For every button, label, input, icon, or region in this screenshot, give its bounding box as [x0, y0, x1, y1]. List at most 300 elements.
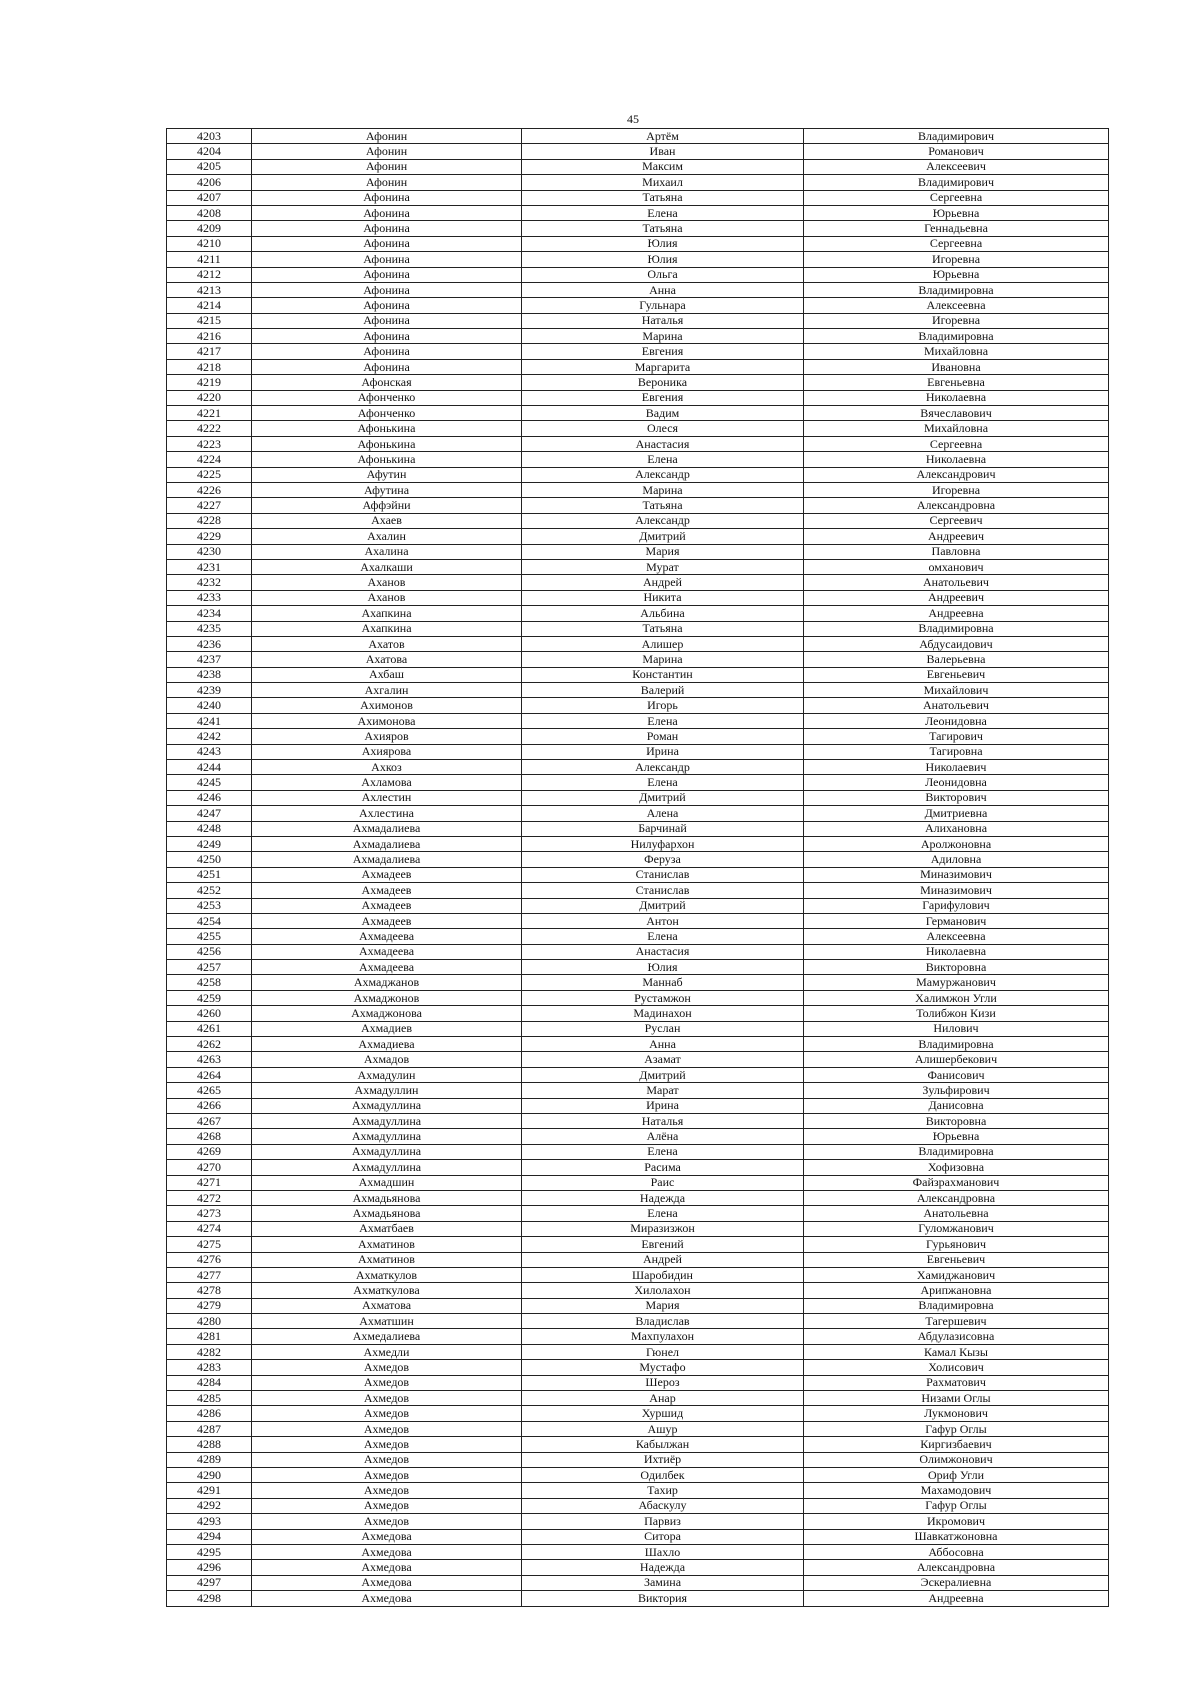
surname-cell: Афонина — [252, 313, 522, 328]
table-row — [167, 1221, 1109, 1236]
patronymic-cell: Икромович — [804, 1514, 1109, 1529]
table-row — [167, 1298, 1109, 1313]
surname-cell: Ахмедов — [252, 1467, 522, 1482]
surname-cell: Ахмадьянова — [252, 1190, 522, 1205]
row-number-cell: 4224 — [167, 452, 252, 467]
table-row — [167, 1467, 1109, 1482]
table-row — [167, 390, 1109, 405]
surname-cell: Афонина — [252, 267, 522, 282]
first-name-cell: Елена — [522, 452, 804, 467]
first-name-cell: Алена — [522, 806, 804, 821]
surname-cell: Ахмадеева — [252, 960, 522, 975]
first-name-cell: Вероника — [522, 375, 804, 390]
table-row — [167, 1252, 1109, 1267]
patronymic-cell: Юрьевна — [804, 267, 1109, 282]
first-name-cell: Маннаб — [522, 975, 804, 990]
patronymic-cell: Алексеевна — [804, 298, 1109, 313]
row-number-cell: 4285 — [167, 1391, 252, 1406]
row-number-cell: 4204 — [167, 144, 252, 159]
patronymic-cell: Шавкатжоновна — [804, 1529, 1109, 1544]
row-number-cell: 4298 — [167, 1591, 252, 1606]
surname-cell: Афонина — [252, 282, 522, 297]
surname-cell: Ахмадеева — [252, 944, 522, 959]
patronymic-cell: Гарифулович — [804, 898, 1109, 913]
table-row — [167, 544, 1109, 559]
patronymic-cell: Зульфирович — [804, 1083, 1109, 1098]
table-row — [167, 1560, 1109, 1575]
table-row — [167, 359, 1109, 374]
patronymic-cell: Рахматович — [804, 1375, 1109, 1390]
first-name-cell: Евгения — [522, 344, 804, 359]
first-name-cell: Шероз — [522, 1375, 804, 1390]
table-row — [167, 775, 1109, 790]
table-row — [167, 1498, 1109, 1513]
patronymic-cell: Александрович — [804, 467, 1109, 482]
surname-cell: Ахмадалиева — [252, 821, 522, 836]
patronymic-cell: Михайловна — [804, 344, 1109, 359]
row-number-cell: 4272 — [167, 1190, 252, 1205]
patronymic-cell: Аролжоновна — [804, 836, 1109, 851]
surname-cell: Афонина — [252, 329, 522, 344]
row-number-cell: 4250 — [167, 852, 252, 867]
first-name-cell: Юлия — [522, 252, 804, 267]
patronymic-cell: Гафур Оглы — [804, 1498, 1109, 1513]
row-number-cell: 4267 — [167, 1114, 252, 1129]
row-number-cell: 4211 — [167, 252, 252, 267]
first-name-cell: Наталья — [522, 1114, 804, 1129]
surname-cell: Ахмадуллина — [252, 1129, 522, 1144]
row-number-cell: 4257 — [167, 960, 252, 975]
surname-cell: Ахмедов — [252, 1391, 522, 1406]
patronymic-cell: Владимирович — [804, 129, 1109, 144]
patronymic-cell: Ивановна — [804, 359, 1109, 374]
first-name-cell: Дмитрий — [522, 790, 804, 805]
surname-cell: Афутина — [252, 482, 522, 497]
row-number-cell: 4275 — [167, 1237, 252, 1252]
row-number-cell: 4254 — [167, 913, 252, 928]
surname-cell: Афонин — [252, 175, 522, 190]
surname-cell: Ахмедов — [252, 1437, 522, 1452]
row-number-cell: 4269 — [167, 1144, 252, 1159]
patronymic-cell: Юрьевна — [804, 205, 1109, 220]
table-row — [167, 282, 1109, 297]
patronymic-cell: Владимировна — [804, 621, 1109, 636]
surname-cell: Ахалин — [252, 529, 522, 544]
surname-cell: Ахлестина — [252, 806, 522, 821]
first-name-cell: Рустамжон — [522, 990, 804, 1005]
table-row — [167, 1021, 1109, 1036]
registry-table — [166, 128, 1109, 1607]
row-number-cell: 4226 — [167, 482, 252, 497]
row-number-cell: 4276 — [167, 1252, 252, 1267]
row-number-cell: 4253 — [167, 898, 252, 913]
patronymic-cell: Миназимович — [804, 867, 1109, 882]
first-name-cell: Владислав — [522, 1314, 804, 1329]
table-row — [167, 636, 1109, 651]
first-name-cell: Наталья — [522, 313, 804, 328]
surname-cell: Ахимонов — [252, 698, 522, 713]
row-number-cell: 4284 — [167, 1375, 252, 1390]
first-name-cell: Дмитрий — [522, 1067, 804, 1082]
row-number-cell: 4256 — [167, 944, 252, 959]
row-number-cell: 4229 — [167, 529, 252, 544]
row-number-cell: 4280 — [167, 1314, 252, 1329]
row-number-cell: 4286 — [167, 1406, 252, 1421]
patronymic-cell: Нилович — [804, 1021, 1109, 1036]
table-row — [167, 1360, 1109, 1375]
row-number-cell: 4232 — [167, 575, 252, 590]
first-name-cell: Ирина — [522, 744, 804, 759]
table-row — [167, 852, 1109, 867]
surname-cell: Афонина — [252, 236, 522, 251]
table-row — [167, 836, 1109, 851]
first-name-cell: Елена — [522, 775, 804, 790]
row-number-cell: 4259 — [167, 990, 252, 1005]
patronymic-cell: Владимировна — [804, 1298, 1109, 1313]
table-row — [167, 513, 1109, 528]
table-row — [167, 421, 1109, 436]
patronymic-cell: Дмитриевна — [804, 806, 1109, 821]
patronymic-cell: Сергеевна — [804, 190, 1109, 205]
first-name-cell: Анастасия — [522, 944, 804, 959]
table-row — [167, 1421, 1109, 1436]
table-row — [167, 1529, 1109, 1544]
first-name-cell: Гульнара — [522, 298, 804, 313]
surname-cell: Ахалина — [252, 544, 522, 559]
table-row — [167, 1175, 1109, 1190]
first-name-cell: Мадинахон — [522, 1006, 804, 1021]
surname-cell: Ахмаджонов — [252, 990, 522, 1005]
patronymic-cell: Халимжон Угли — [804, 990, 1109, 1005]
first-name-cell: Надежда — [522, 1560, 804, 1575]
row-number-cell: 4235 — [167, 621, 252, 636]
table-row — [167, 559, 1109, 574]
row-number-cell: 4265 — [167, 1083, 252, 1098]
first-name-cell: Александр — [522, 513, 804, 528]
row-number-cell: 4203 — [167, 129, 252, 144]
first-name-cell: Феруза — [522, 852, 804, 867]
first-name-cell: Гюнел — [522, 1344, 804, 1359]
surname-cell: Ахатова — [252, 652, 522, 667]
table-row — [167, 806, 1109, 821]
surname-cell: Ахмадеев — [252, 883, 522, 898]
patronymic-cell: Евгеньевич — [804, 667, 1109, 682]
surname-cell: Ахмедов — [252, 1406, 522, 1421]
table-row — [167, 744, 1109, 759]
surname-cell: Ахматова — [252, 1298, 522, 1313]
patronymic-cell: Олимжонович — [804, 1452, 1109, 1467]
row-number-cell: 4290 — [167, 1467, 252, 1482]
surname-cell: Аханов — [252, 575, 522, 590]
surname-cell: Ахмедли — [252, 1344, 522, 1359]
surname-cell: Ахапкина — [252, 621, 522, 636]
patronymic-cell: Миназимович — [804, 883, 1109, 898]
patronymic-cell: Александровна — [804, 1560, 1109, 1575]
surname-cell: Афонина — [252, 190, 522, 205]
patronymic-cell: Алексеевна — [804, 929, 1109, 944]
first-name-cell: Марина — [522, 329, 804, 344]
first-name-cell: Надежда — [522, 1190, 804, 1205]
patronymic-cell: Викторовна — [804, 1114, 1109, 1129]
first-name-cell: Руслан — [522, 1021, 804, 1036]
first-name-cell: Альбина — [522, 606, 804, 621]
table-row — [167, 1406, 1109, 1421]
first-name-cell: Марина — [522, 482, 804, 497]
patronymic-cell: Хофизовна — [804, 1160, 1109, 1175]
table-row — [167, 1575, 1109, 1590]
patronymic-cell: Владимировна — [804, 1144, 1109, 1159]
surname-cell: Ахмедова — [252, 1544, 522, 1559]
row-number-cell: 4294 — [167, 1529, 252, 1544]
row-number-cell: 4260 — [167, 1006, 252, 1021]
surname-cell: Ахматинов — [252, 1237, 522, 1252]
patronymic-cell: Леонидовна — [804, 775, 1109, 790]
first-name-cell: Валерий — [522, 683, 804, 698]
table-row — [167, 467, 1109, 482]
page-number: 45 — [627, 112, 639, 126]
row-number-cell: 4261 — [167, 1021, 252, 1036]
surname-cell: Ахмедов — [252, 1452, 522, 1467]
surname-cell: Ахмадалиева — [252, 852, 522, 867]
surname-cell: Ахмадеев — [252, 913, 522, 928]
patronymic-cell: Михайлович — [804, 683, 1109, 698]
table-row — [167, 1190, 1109, 1205]
row-number-cell: 4295 — [167, 1544, 252, 1559]
patronymic-cell: Гафур Оглы — [804, 1421, 1109, 1436]
first-name-cell: Хуршид — [522, 1406, 804, 1421]
surname-cell: Ахаев — [252, 513, 522, 528]
first-name-cell: Константин — [522, 667, 804, 682]
surname-cell: Афутин — [252, 467, 522, 482]
row-number-cell: 4292 — [167, 1498, 252, 1513]
table-row — [167, 944, 1109, 959]
surname-cell: Ахмадов — [252, 1052, 522, 1067]
first-name-cell: Олеся — [522, 421, 804, 436]
table-row — [167, 375, 1109, 390]
surname-cell: Ахмаджонова — [252, 1006, 522, 1021]
patronymic-cell: Владимировна — [804, 329, 1109, 344]
first-name-cell: Анар — [522, 1391, 804, 1406]
row-number-cell: 4228 — [167, 513, 252, 528]
row-number-cell: 4206 — [167, 175, 252, 190]
first-name-cell: Никита — [522, 590, 804, 605]
table-row — [167, 1329, 1109, 1344]
table-row — [167, 1098, 1109, 1113]
patronymic-cell: Данисовна — [804, 1098, 1109, 1113]
first-name-cell: Алишер — [522, 636, 804, 651]
patronymic-cell: Аббосовна — [804, 1544, 1109, 1559]
row-number-cell: 4244 — [167, 760, 252, 775]
row-number-cell: 4258 — [167, 975, 252, 990]
first-name-cell: Игорь — [522, 698, 804, 713]
first-name-cell: Михаил — [522, 175, 804, 190]
surname-cell: Ахмадиева — [252, 1037, 522, 1052]
patronymic-cell: Евгеньевич — [804, 1252, 1109, 1267]
surname-cell: Ахмадьянова — [252, 1206, 522, 1221]
table-row — [167, 1544, 1109, 1559]
first-name-cell: Шахло — [522, 1544, 804, 1559]
first-name-cell: Станислав — [522, 867, 804, 882]
first-name-cell: Ирина — [522, 1098, 804, 1113]
surname-cell: Ахматкулов — [252, 1267, 522, 1282]
row-number-cell: 4231 — [167, 559, 252, 574]
patronymic-cell: Файзрахманович — [804, 1175, 1109, 1190]
patronymic-cell: Александровна — [804, 498, 1109, 513]
first-name-cell: Ситора — [522, 1529, 804, 1544]
surname-cell: Афонина — [252, 359, 522, 374]
row-number-cell: 4245 — [167, 775, 252, 790]
patronymic-cell: Андреевич — [804, 529, 1109, 544]
first-name-cell: Марат — [522, 1083, 804, 1098]
table-row — [167, 790, 1109, 805]
table-row — [167, 1037, 1109, 1052]
table-row — [167, 652, 1109, 667]
patronymic-cell: Эскералиевна — [804, 1575, 1109, 1590]
surname-cell: Афонькина — [252, 421, 522, 436]
row-number-cell: 4221 — [167, 406, 252, 421]
surname-cell: Аханов — [252, 590, 522, 605]
row-number-cell: 4282 — [167, 1344, 252, 1359]
patronymic-cell: Андреевна — [804, 606, 1109, 621]
surname-cell: Ахматбаев — [252, 1221, 522, 1236]
row-number-cell: 4297 — [167, 1575, 252, 1590]
patronymic-cell: Ориф Угли — [804, 1467, 1109, 1482]
surname-cell: Афонина — [252, 205, 522, 220]
first-name-cell: Алёна — [522, 1129, 804, 1144]
first-name-cell: Станислав — [522, 883, 804, 898]
first-name-cell: Дмитрий — [522, 529, 804, 544]
table-row — [167, 1514, 1109, 1529]
row-number-cell: 4277 — [167, 1267, 252, 1282]
row-number-cell: 4296 — [167, 1560, 252, 1575]
patronymic-cell: Алихановна — [804, 821, 1109, 836]
table-row — [167, 1083, 1109, 1098]
patronymic-cell: Тагирович — [804, 729, 1109, 744]
first-name-cell: Вадим — [522, 406, 804, 421]
surname-cell: Ахмедалиева — [252, 1329, 522, 1344]
table-row — [167, 898, 1109, 913]
patronymic-cell: Алексеевич — [804, 159, 1109, 174]
row-number-cell: 4215 — [167, 313, 252, 328]
row-number-cell: 4279 — [167, 1298, 252, 1313]
first-name-cell: Анна — [522, 1037, 804, 1052]
patronymic-cell: Михайловна — [804, 421, 1109, 436]
first-name-cell: Елена — [522, 929, 804, 944]
table-row — [167, 205, 1109, 220]
row-number-cell: 4247 — [167, 806, 252, 821]
row-number-cell: 4218 — [167, 359, 252, 374]
table-row — [167, 729, 1109, 744]
patronymic-cell: Мамуржанович — [804, 975, 1109, 990]
surname-cell: Ахмедова — [252, 1529, 522, 1544]
row-number-cell: 4249 — [167, 836, 252, 851]
row-number-cell: 4293 — [167, 1514, 252, 1529]
patronymic-cell: Александровна — [804, 1190, 1109, 1205]
patronymic-cell: Лукмонович — [804, 1406, 1109, 1421]
table-row — [167, 1237, 1109, 1252]
first-name-cell: Марина — [522, 652, 804, 667]
row-number-cell: 4273 — [167, 1206, 252, 1221]
patronymic-cell: Викторовна — [804, 960, 1109, 975]
table-row — [167, 406, 1109, 421]
first-name-cell: Расима — [522, 1160, 804, 1175]
patronymic-cell: Николаевна — [804, 452, 1109, 467]
first-name-cell: Раис — [522, 1175, 804, 1190]
row-number-cell: 4238 — [167, 667, 252, 682]
row-number-cell: 4233 — [167, 590, 252, 605]
patronymic-cell: Тагировна — [804, 744, 1109, 759]
patronymic-cell: Гуломжанович — [804, 1221, 1109, 1236]
first-name-cell: Максим — [522, 159, 804, 174]
first-name-cell: Хилолахон — [522, 1283, 804, 1298]
first-name-cell: Юлия — [522, 236, 804, 251]
patronymic-cell: Сергеевич — [804, 513, 1109, 528]
patronymic-cell: Махамодович — [804, 1483, 1109, 1498]
first-name-cell: Азамат — [522, 1052, 804, 1067]
table-row — [167, 529, 1109, 544]
row-number-cell: 4291 — [167, 1483, 252, 1498]
surname-cell: Афонская — [252, 375, 522, 390]
patronymic-cell: Вячеславович — [804, 406, 1109, 421]
table-row — [167, 929, 1109, 944]
row-number-cell: 4266 — [167, 1098, 252, 1113]
table-row — [167, 1591, 1109, 1606]
patronymic-cell: Алишербекович — [804, 1052, 1109, 1067]
first-name-cell: Александр — [522, 760, 804, 775]
surname-cell: Ахмедова — [252, 1591, 522, 1606]
first-name-cell: Шаробидин — [522, 1267, 804, 1282]
surname-cell: Афонченко — [252, 390, 522, 405]
patronymic-cell: Сергеевна — [804, 436, 1109, 451]
row-number-cell: 4271 — [167, 1175, 252, 1190]
surname-cell: Ахмадеев — [252, 867, 522, 882]
row-number-cell: 4281 — [167, 1329, 252, 1344]
table-row — [167, 1006, 1109, 1021]
surname-cell: Аффэйни — [252, 498, 522, 513]
patronymic-cell: Геннадьевна — [804, 221, 1109, 236]
table-row — [167, 606, 1109, 621]
row-number-cell: 4248 — [167, 821, 252, 836]
first-name-cell: Татьяна — [522, 498, 804, 513]
first-name-cell: Одилбек — [522, 1467, 804, 1482]
patronymic-cell: Камал Кызы — [804, 1344, 1109, 1359]
surname-cell: Ахияров — [252, 729, 522, 744]
row-number-cell: 4263 — [167, 1052, 252, 1067]
first-name-cell: Виктория — [522, 1591, 804, 1606]
surname-cell: Ахмедова — [252, 1560, 522, 1575]
row-number-cell: 4227 — [167, 498, 252, 513]
patronymic-cell: Игоревна — [804, 482, 1109, 497]
patronymic-cell: Сергеевна — [804, 236, 1109, 251]
patronymic-cell: Валерьевна — [804, 652, 1109, 667]
first-name-cell: Александр — [522, 467, 804, 482]
surname-cell: Ахмадуллин — [252, 1083, 522, 1098]
surname-cell: Ахмедов — [252, 1375, 522, 1390]
first-name-cell: Нилуфархон — [522, 836, 804, 851]
patronymic-cell: Толибжон Кизи — [804, 1006, 1109, 1021]
table-row — [167, 190, 1109, 205]
first-name-cell: Татьяна — [522, 621, 804, 636]
surname-cell: Ахмедов — [252, 1483, 522, 1498]
patronymic-cell: Леонидовна — [804, 713, 1109, 728]
surname-cell: Афонин — [252, 159, 522, 174]
surname-cell: Ахмадуллина — [252, 1114, 522, 1129]
surname-cell: Ахбаш — [252, 667, 522, 682]
row-number-cell: 4210 — [167, 236, 252, 251]
table-row — [167, 867, 1109, 882]
table-row — [167, 1344, 1109, 1359]
first-name-cell: Елена — [522, 1206, 804, 1221]
